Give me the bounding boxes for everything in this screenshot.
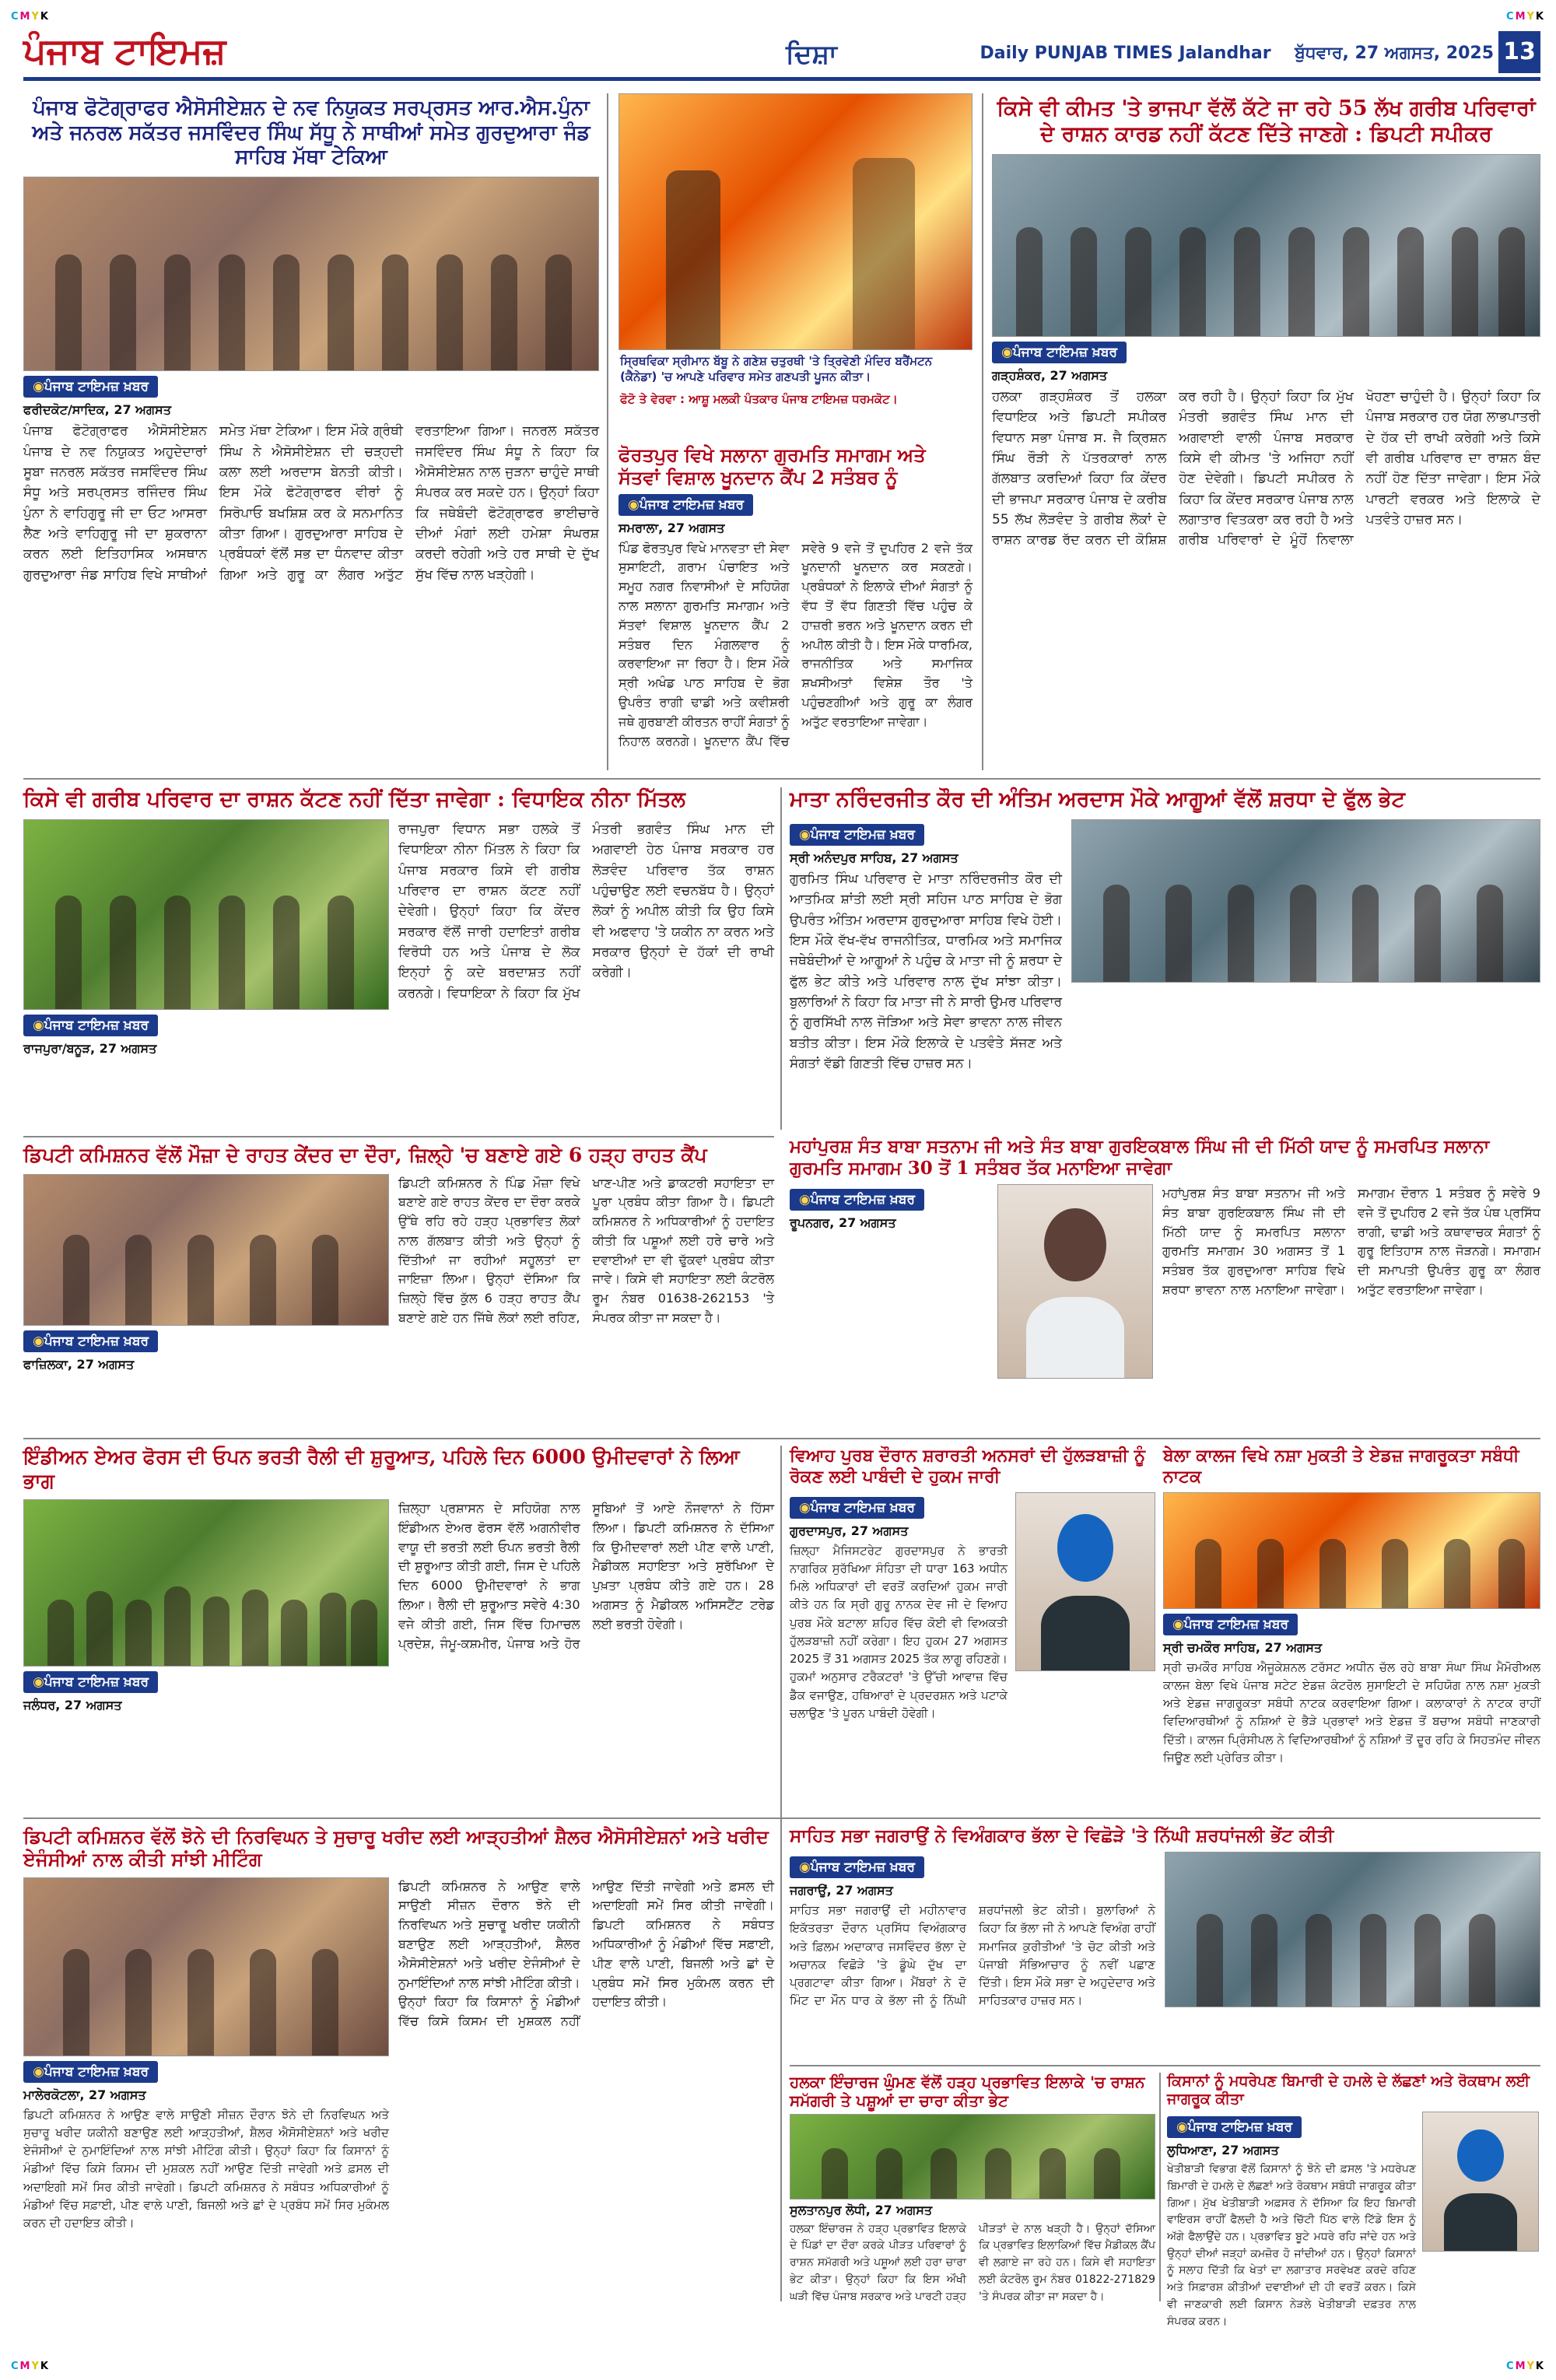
story-air-force-rally xyxy=(23,1446,774,1811)
sabha-photo xyxy=(1165,1852,1540,2007)
story-dateline: ਲੁਧਿਆਣਾ, 27 ਅਗਸਤ xyxy=(1167,2143,1279,2158)
cmyk-mark-footer-left: CMYK xyxy=(11,2361,50,2372)
story-blood-donation-camp xyxy=(619,443,972,770)
story-ganesh-puja xyxy=(619,93,972,436)
story-photographers-association xyxy=(23,93,599,770)
paper-dateline xyxy=(980,44,1494,63)
story-headline: ਕਿਸੇ ਵੀ ਗਰੀਬ ਪਰਿਵਾਰ ਦਾ ਰਾਸ਼ਨ ਕੱਟਣ ਨਹੀਂ ਦਿੱਤਾ ਜਾਵੇਗਾ : ਵਿਧਾਇਕ ਨੀਨਾ ਮਿੱਤਲ xyxy=(23,787,685,811)
column-divider xyxy=(607,93,608,770)
story-headline: ਬੇਲਾ ਕਾਲਜ ਵਿਖੇ ਨਸ਼ਾ ਮੁਕਤੀ ਤੇ ਏਡਜ਼ ਜਾਗਰੂਕਤਾ ਸਬੰਧੀ ਨਾਟਕ xyxy=(1163,1446,1519,1487)
story-body: ਮਹਾਂਪੁਰਸ਼ ਸੰਤ ਬਾਬਾ ਸਤਨਾਮ ਜੀ ਅਤੇ ਸੰਤ ਬਾਬਾ ਗੁਰਇਕਬਾਲ ਸਿੰਘ ਜੀ ਦੀ ਮਿੱਠੀ ਯਾਦ ਨੂੰ ਸਮਰਪਿਤ ਸਲਾਨਾ ਗੁਰਮਤਿ ਸਮਾਗਮ 30 ਅਗਸਤ ਤੋਂ 1 ਸਤੰਬਰ ਤੱਕ ਗੁਰਦੁਆਰਾ ਸਾਹਿਬ ਵਿਖੇ ਸ਼ਰਧਾ ਭਾਵਨਾ ਨਾਲ ਮਨਾਇਆ ਜਾਵੇਗਾ। ਸਮਾਗਮ ਦੌਰਾਨ 1 ਸਤੰਬਰ ਨੂੰ ਸਵੇਰੇ 9 ਵਜੇ ਤੋਂ ਦੁਪਹਿਰ 2 ਵਜੇ ਤੱਕ ਪੰਥ ਪ੍ਰਸਿੱਧ ਰਾਗੀ, ਢਾਡੀ ਅਤੇ ਕਥਾਵਾਚਕ ਸੰਗਤਾਂ ਨੂੰ ਗੁਰੂ ਇਤਿਹਾਸ ਨਾਲ ਜੋੜਨਗੇ। ਸਮਾਗਮ ਦੀ ਸਮਾਪਤੀ ਉਪਰੰਤ ਗੁਰੂ ਕਾ ਲੰਗਰ ਅਤੁੱਟ ਵਰਤਾਇਆ ਜਾਵੇਗਾ। xyxy=(1162,1186,1540,1298)
story-deputy-speaker-ration xyxy=(992,93,1540,770)
news-tag: ◉ ਪੰਜਾਬ ਟਾਇਮਜ਼ ਖ਼ਬਰ xyxy=(1167,2116,1302,2138)
column-divider xyxy=(982,93,983,770)
story-headline: ਵਿਆਹ ਪੁਰਬ ਦੌਰਾਨ ਸ਼ਰਾਰਤੀ ਅਨਸਰਾਂ ਦੀ ਹੁੱਲੜਬਾਜ਼ੀ ਨੂੰ ਰੋਕਣ ਲਈ ਪਾਬੰਦੀ ਦੇ ਹੁਕਮ ਜਾਰੀ xyxy=(790,1446,1146,1487)
story-neena-mittal xyxy=(23,787,774,1130)
ardas-photo xyxy=(1071,819,1540,983)
photo-credit: ਫੋਟੋ ਤੇ ਵੇਰਵਾ : ਆਸ਼ੂ ਮਲਕੀ ਪੰਤਕਾਰ ਪੰਜਾਬ ਟਾਇਮਜ਼ ਧਰਮਕੋਟ। xyxy=(620,391,898,406)
story-body: ਰਾਜਪੁਰਾ ਵਿਧਾਨ ਸਭਾ ਹਲਕੇ ਤੋਂ ਵਿਧਾਇਕਾ ਨੀਨਾ ਮਿੱਤਲ ਨੇ ਕਿਹਾ ਕਿ ਪੰਜਾਬ ਸਰਕਾਰ ਕਿਸੇ ਵੀ ਗਰੀਬ ਪਰਿਵਾਰ ਦਾ ਰਾਸ਼ਨ ਕੱਟਣ ਨਹੀਂ ਦੇਵੇਗੀ। ਉਨ੍ਹਾਂ ਕਿਹਾ ਕਿ ਕੇਂਦਰ ਸਰਕਾਰ ਵੱਲੋਂ ਜਾਰੀ ਹਦਾਇਤਾਂ ਗਰੀਬ ਵਿਰੋਧੀ ਹਨ ਅਤੇ ਪੰਜਾਬ ਦੇ ਲੋਕ ਇਨ੍ਹਾਂ ਨੂੰ ਕਦੇ ਬਰਦਾਸ਼ਤ ਨਹੀਂ ਕਰਨਗੇ। ਵਿਧਾਇਕਾ ਨੇ ਕਿਹਾ ਕਿ ਮੁੱਖ ਮੰਤਰੀ ਭਗਵੰਤ ਸਿੰਘ ਮਾਨ ਦੀ ਅਗਵਾਈ ਹੇਠ ਪੰਜਾਬ ਸਰਕਾਰ ਹਰ ਲੋੜਵੰਦ ਪਰਿਵਾਰ ਤੱਕ ਰਾਸ਼ਨ ਪਹੁੰਚਾਉਣ ਲਈ ਵਚਨਬੱਧ ਹੈ। ਉਨ੍ਹਾਂ ਲੋਕਾਂ ਨੂੰ ਅਪੀਲ ਕੀਤੀ ਕਿ ਉਹ ਕਿਸੇ ਵੀ ਅਫਵਾਹ 'ਤੇ ਯਕੀਨ ਨਾ ਕਰਨ ਅਤੇ ਸਰਕਾਰ ਉਨ੍ਹਾਂ ਦੇ ਹੱਕਾਂ ਦੀ ਰਾਖੀ ਕਰੇਗੀ। xyxy=(398,821,774,1001)
story-headline: ਕਿਸੇ ਵੀ ਕੀਮਤ 'ਤੇ ਭਾਜਪਾ ਵੱਲੋਂ ਕੱਟੇ ਜਾ ਰਹੇ 55 ਲੱਖ ਗਰੀਬ ਪਰਿਵਾਰਾਂ ਦੇ ਰਾਸ਼ਨ ਕਾਰਡ ਨਹੀਂ ਕੱਟਣ ਦਿੱਤੇ ਜਾਣਗੇ : ਡਿਪਟੀ ਸਪੀਕਰ xyxy=(997,96,1536,146)
cmyk-mark-left: CMYK xyxy=(11,11,50,23)
story-headline: ਪੰਜਾਬ ਫੋਟੋਗ੍ਰਾਫਰ ਐਸੋਸੀਏਸ਼ਨ ਦੇ ਨਵ ਨਿਯੁਕਤ ਸਰਪ੍ਰਸਤ ਆਰ.ਐਸ.ਪੁੰਨਾ ਅਤੇ ਜਨਰਲ ਸਕੱਤਰ ਜਸਵਿੰਦਰ ਸਿੰਘ ਸੱਧੂ ਨੇ ਸਾਥੀਆਂ ਸਮੇਤ ਗੁਰਦੁਆਰਾ ਜੰਡ ਸਾਹਿਬ ਮੱਥਾ ਟੇਕਿਆ xyxy=(32,96,591,170)
news-tag: ◉ ਪੰਜਾਬ ਟਾਇਮਜ਼ ਖ਼ਬਰ xyxy=(619,494,753,516)
story-dateline: ਜਲੰਧਰ, 27 ਅਗਸਤ xyxy=(23,1698,122,1712)
story-flood-relief-camps xyxy=(23,1144,774,1432)
column-divider xyxy=(1159,2073,1161,2301)
story-bela-college xyxy=(1163,1446,1540,1811)
row-divider xyxy=(23,1438,1540,1439)
story-antim-ardas xyxy=(790,787,1540,1130)
ration-distribution-photo xyxy=(790,2114,1155,2199)
story-body: ਖੇਤੀਬਾੜੀ ਵਿਭਾਗ ਵੱਲੋਂ ਕਿਸਾਨਾਂ ਨੂੰ ਝੋਨੇ ਦੀ ਫ਼ਸਲ 'ਤੇ ਮਧਰੇਪਣ ਬਿਮਾਰੀ ਦੇ ਹਮਲੇ ਦੇ ਲੱਛਣਾਂ ਅਤੇ ਰੋਕਥਾਮ ਸਬੰਧੀ ਜਾਗਰੂਕ ਕੀਤਾ ਗਿਆ। ਮੁੱਖ ਖੇਤੀਬਾੜੀ ਅਫ਼ਸਰ ਨੇ ਦੱਸਿਆ ਕਿ ਇਹ ਬਿਮਾਰੀ ਵਾਇਰਸ ਰਾਹੀਂ ਫੈਲਦੀ ਹੈ ਅਤੇ ਚਿੱਟੀ ਪਿੱਠ ਵਾਲੇ ਟਿੱਡੇ ਇਸ ਨੂੰ ਅੱਗੇ ਫੈਲਾਉਂਦੇ ਹਨ। ਪ੍ਰਭਾਵਿਤ ਬੂਟੇ ਮਧਰੇ ਰਹਿ ਜਾਂਦੇ ਹਨ ਅਤੇ ਉਨ੍ਹਾਂ ਦੀਆਂ ਜੜ੍ਹਾਂ ਕਮਜ਼ੋਰ ਹੋ ਜਾਂਦੀਆਂ ਹਨ। ਉਨ੍ਹਾਂ ਕਿਸਾਨਾਂ ਨੂੰ ਸਲਾਹ ਦਿੱਤੀ ਕਿ ਖੇਤਾਂ ਦਾ ਲਗਾਤਾਰ ਸਰਵੇਖਣ ਕਰਦੇ ਰਹਿਣ ਅਤੇ ਸਿਫ਼ਾਰਸ਼ ਕੀਤੀਆਂ ਦਵਾਈਆਂ ਦੀ ਹੀ ਵਰਤੋਂ ਕਰਨ। ਕਿਸੇ ਵੀ ਜਾਣਕਾਰੀ ਲਈ ਕਿਸਾਨ ਨੇੜਲੇ ਖੇਤੀਬਾੜੀ ਦਫ਼ਤਰ ਨਾਲ ਸੰਪਰਕ ਕਰਨ। xyxy=(1167,2163,1416,2328)
news-tag: ◉ ਪੰਜਾਬ ਟਾਇਮਜ਼ ਖ਼ਬਰ xyxy=(790,1497,924,1519)
sant-portrait xyxy=(997,1184,1153,1379)
news-tag: ◉ ਪੰਜਾਬ ਟਾਇਮਜ਼ ਖ਼ਬਰ xyxy=(23,1015,158,1036)
row-divider xyxy=(790,2065,1540,2066)
news-tag: ◉ ਪੰਜਾਬ ਟਾਇਮਜ਼ ਖ਼ਬਰ xyxy=(23,376,158,398)
photo-caption: ਸ੍ਰਿਥਵਿਕਾ ਸ੍ਰੀਮਾਨ ਬੱਬੂ ਨੇ ਗਣੇਸ਼ ਚਤੁਰਥੀ 'ਤੇ ਤ੍ਰਿਵੇਣੀ ਮੰਦਿਰ ਬਰੈਂਮਟਨ (ਕੈਨੇਡਾ) 'ਚ ਆਪਣੇ ਪਰਿਵਾਰ ਸਮੇਤ ਗਣਪਤੀ ਪੂਜਨ ਕੀਤਾ। xyxy=(620,354,933,384)
story-dateline: ਗੜ੍ਹਸ਼ੰਕਰ, 27 ਅਗਸਤ xyxy=(992,367,1108,383)
issue-date: ਬੁੱਧਵਾਰ, 27 ਅਗਸਤ, 2025 xyxy=(1295,44,1494,63)
event-photo xyxy=(23,819,389,1010)
story-dateline: ਜਗਰਾਉਂ, 27 ਅਗਸਤ xyxy=(790,1883,893,1898)
story-body: ਗੁਰਮਿਤ ਸਿੰਘ ਪਰਿਵਾਰ ਦੇ ਮਾਤਾ ਨਰਿੰਦਰਜੀਤ ਕੌਰ ਦੀ ਆਤਮਿਕ ਸ਼ਾਂਤੀ ਲਈ ਸ੍ਰੀ ਸਹਿਜ ਪਾਠ ਸਾਹਿਬ ਦੇ ਭੋਗ ਉਪਰੰਤ ਅੰਤਿਮ ਅਰਦਾਸ ਗੁਰਦੁਆਰਾ ਸਾਹਿਬ ਵਿਖੇ ਹੋਈ। ਇਸ ਮੌਕੇ ਵੱਖ-ਵੱਖ ਰਾਜਨੀਤਿਕ, ਧਾਰਮਿਕ ਅਤੇ ਸਮਾਜਿਕ ਜਥੇਬੰਦੀਆਂ ਦੇ ਆਗੂਆਂ ਨੇ ਪਹੁੰਚ ਕੇ ਮਾਤਾ ਜੀ ਨੂੰ ਸ਼ਰਧਾ ਦੇ ਫੁੱਲ ਭੇਟ ਕੀਤੇ ਅਤੇ ਪਰਿਵਾਰ ਨਾਲ ਦੁੱਖ ਸਾਂਝਾ ਕੀਤਾ। ਬੁਲਾਰਿਆਂ ਨੇ ਕਿਹਾ ਕਿ ਮਾਤਾ ਜੀ ਨੇ ਸਾਰੀ ਉਮਰ ਪਰਿਵਾਰ ਨੂੰ ਗੁਰਸਿੱਖੀ ਨਾਲ ਜੋੜਿਆ ਅਤੇ ਸੇਵਾ ਭਾਵਨਾ ਨਾਲ ਜੀਵਨ ਬਤੀਤ ਕੀਤਾ। ਇਸ ਮੌਕੇ ਇਲਾਕੇ ਦੇ ਪਤਵੰਤੇ ਸੱਜਣ ਅਤੇ ਸੰਗਤਾਂ ਵੱਡੀ ਗਿਣਤੀ ਵਿੱਚ ਹਾਜ਼ਰ ਸਨ। xyxy=(790,871,1062,1072)
column-divider xyxy=(780,1446,782,2301)
story-dateline: ਸ੍ਰੀ ਚਮਕੌਰ ਸਾਹਿਬ, 27 ਅਗਸਤ xyxy=(1163,1639,1323,1655)
news-tag: ◉ ਪੰਜਾਬ ਟਾਇਮਜ਼ ਖ਼ਬਰ xyxy=(23,1671,158,1693)
story-dateline: ਫਰੀਦਕੋਟ/ਸਾਦਿਕ, 27 ਅਗਸਤ xyxy=(23,402,171,418)
row-divider xyxy=(23,778,1540,780)
story-flood-ration xyxy=(790,2073,1155,2301)
masthead xyxy=(23,25,1540,81)
news-tag: ◉ ਪੰਜਾਬ ਟਾਇਮਜ਼ ਖ਼ਬਰ xyxy=(790,1189,924,1211)
news-tag: ◉ ਪੰਜਾਬ ਟਾਇਮਜ਼ ਖ਼ਬਰ xyxy=(790,1856,924,1878)
protest-photo xyxy=(992,154,1540,337)
story-body: ਜ਼ਿਲ੍ਹਾ ਮੈਜਿਸਟਰੇਟ ਗੁਰਦਾਸਪੁਰ ਨੇ ਭਾਰਤੀ ਨਾਗਰਿਕ ਸੁਰੱਖਿਆ ਸੰਹਿਤਾ ਦੀ ਧਾਰਾ 163 ਅਧੀਨ ਮਿਲੇ ਅਧਿਕਾਰਾਂ ਦੀ ਵਰਤੋਂ ਕਰਦਿਆਂ ਹੁਕਮ ਜਾਰੀ ਕੀਤੇ ਹਨ ਕਿ ਸ੍ਰੀ ਗੁਰੂ ਨਾਨਕ ਦੇਵ ਜੀ ਦੇ ਵਿਆਹ ਪੁਰਬ ਮੌਕੇ ਬਟਾਲਾ ਸ਼ਹਿਰ ਵਿੱਚ ਕੋਈ ਵੀ ਵਿਅਕਤੀ ਹੁੱਲੜਬਾਜ਼ੀ ਨਹੀਂ ਕਰੇਗਾ। ਇਹ ਹੁਕਮ 27 ਅਗਸਤ 2025 ਤੋਂ 31 ਅਗਸਤ 2025 ਤੱਕ ਲਾਗੂ ਰਹਿਣਗੇ। ਹੁਕਮਾਂ ਅਨੁਸਾਰ ਟਰੈਕਟਰਾਂ 'ਤੇ ਉੱਚੀ ਆਵਾਜ਼ ਵਿੱਚ ਡੈੱਕ ਵਜਾਉਣ, ਹਥਿਆਰਾਂ ਦੇ ਪ੍ਰਦਰਸ਼ਨ ਅਤੇ ਪਟਾਕੇ ਚਲਾਉਣ 'ਤੇ ਪੂਰਨ ਪਾਬੰਦੀ ਹੋਵੇਗੀ। xyxy=(790,1543,1008,1720)
story-headline: ਫੋਰਤਪੁਰ ਵਿਖੇ ਸਲਾਨਾ ਗੁਰਮਤਿ ਸਮਾਗਮ ਅਤੇ ਸੱਤਵਾਂ ਵਿਸ਼ਾਲ ਖੂਨਦਾਨ ਕੈਂਪ 2 ਸਤੰਬਰ ਨੂੰ xyxy=(619,443,926,489)
story-headline: ਮਹਾਂਪੁਰਸ਼ ਸੰਤ ਬਾਬਾ ਸਤਨਾਮ ਜੀ ਅਤੇ ਸੰਤ ਬਾਬਾ ਗੁਰਇਕਬਾਲ ਸਿੰਘ ਜੀ ਦੀ ਮਿੱਠੀ ਯਾਦ ਨੂੰ ਸਮਰਪਿਤ ਸਲਾਨਾ ਗੁਰਮਤਿ ਸਮਾਗਮ 30 ਤੋਂ 1 ਸਤੰਬਰ ਤੱਕ ਮਨਾਇਆ ਜਾਵੇਗਾ xyxy=(790,1136,1490,1179)
story-headline: ਕਿਸਾਨਾਂ ਨੂੰ ਮਧਰੇਪਣ ਬਿਮਾਰੀ ਦੇ ਹਮਲੇ ਦੇ ਲੱਛਣਾਂ ਅਤੇ ਰੋਕਥਾਮ ਲਈ ਜਾਗਰੂਕ ਕੀਤਾ xyxy=(1167,2073,1530,2108)
story-body: ਹਲਕਾ ਇੰਚਾਰਜ ਨੇ ਹੜ੍ਹ ਪ੍ਰਭਾਵਿਤ ਇਲਾਕੇ ਦੇ ਪਿੰਡਾਂ ਦਾ ਦੌਰਾ ਕਰਕੇ ਪੀੜਤ ਪਰਿਵਾਰਾਂ ਨੂੰ ਰਾਸ਼ਨ ਸਮੱਗਰੀ ਅਤੇ ਪਸ਼ੂਆਂ ਲਈ ਹਰਾ ਚਾਰਾ ਭੇਟ ਕੀਤਾ। ਉਨ੍ਹਾਂ ਕਿਹਾ ਕਿ ਇਸ ਔਖੀ ਘੜੀ ਵਿੱਚ ਪੰਜਾਬ ਸਰਕਾਰ ਅਤੇ ਪਾਰਟੀ ਹੜ੍ਹ ਪੀੜਤਾਂ ਦੇ ਨਾਲ ਖੜ੍ਹੀ ਹੈ। ਉਨ੍ਹਾਂ ਦੱਸਿਆ ਕਿ ਪ੍ਰਭਾਵਿਤ ਇਲਾਕਿਆਂ ਵਿੱਚ ਮੈਡੀਕਲ ਕੈਂਪ ਵੀ ਲਗਾਏ ਜਾ ਰਹੇ ਹਨ। ਕਿਸੇ ਵੀ ਸਹਾਇਤਾ ਲਈ ਕੰਟਰੋਲ ਰੂਮ ਨੰਬਰ 01822-271829 'ਤੇ ਸੰਪਰਕ ਕੀਤਾ ਜਾ ਸਕਦਾ ਹੈ। xyxy=(790,2222,1155,2303)
cmyk-mark-footer-right: CMYK xyxy=(1506,2361,1545,2372)
group-photo xyxy=(23,177,599,371)
magistrate-portrait xyxy=(1015,1492,1155,1671)
ganesh-puja-photo xyxy=(619,93,972,350)
story-headline: ਮਾਤਾ ਨਰਿੰਦਰਜੀਤ ਕੌਰ ਦੀ ਅੰਤਿਮ ਅਰਦਾਸ ਮੌਕੇ ਆਗੂਆਂ ਵੱਲੋਂ ਸ਼ਰਧਾ ਦੇ ਫੁੱਲ ਭੇਟ xyxy=(790,787,1405,811)
news-tag: ◉ ਪੰਜਾਬ ਟਾਇਮਜ਼ ਖ਼ਬਰ xyxy=(992,342,1127,363)
row-divider xyxy=(23,1136,774,1137)
story-dateline: ਰਾਜਪੁਰਾ/ਬਨੂੜ, 27 ਅਗਸਤ xyxy=(23,1040,157,1056)
story-body: ਡਿਪਟੀ ਕਮਿਸ਼ਨਰ ਨੇ ਆਉਣ ਵਾਲੇ ਸਾਉਣੀ ਸੀਜ਼ਨ ਦੌਰਾਨ ਝੋਨੇ ਦੀ ਨਿਰਵਿਘਨ ਅਤੇ ਸੁਚਾਰੂ ਖਰੀਦ ਯਕੀਨੀ ਬਣਾਉਣ ਲਈ ਆੜ੍ਹਤੀਆਂ, ਸ਼ੈਲਰ ਐਸੋਸੀਏਸ਼ਨਾਂ ਅਤੇ ਖਰੀਦ ਏਜੰਸੀਆਂ ਦੇ ਨੁਮਾਇੰਦਿਆਂ ਨਾਲ ਸਾਂਝੀ ਮੀਟਿੰਗ ਕੀਤੀ। ਉਨ੍ਹਾਂ ਕਿਹਾ ਕਿ ਕਿਸਾਨਾਂ ਨੂੰ ਮੰਡੀਆਂ ਵਿੱਚ ਕਿਸੇ ਕਿਸਮ ਦੀ ਮੁਸ਼ਕਲ ਨਹੀਂ ਆਉਣ ਦਿੱਤੀ ਜਾਵੇਗੀ ਅਤੇ ਫ਼ਸਲ ਦੀ ਅਦਾਇਗੀ ਸਮੇਂ ਸਿਰ ਕੀਤੀ ਜਾਵੇਗੀ। ਡਿਪਟੀ ਕਮਿਸ਼ਨਰ ਨੇ ਸਬੰਧਤ ਅਧਿਕਾਰੀਆਂ ਨੂੰ ਮੰਡੀਆਂ ਵਿੱਚ ਸਫ਼ਾਈ, ਪੀਣ ਵਾਲੇ ਪਾਣੀ, ਬਿਜਲੀ ਅਤੇ ਛਾਂ ਦੇ ਪ੍ਰਬੰਧ ਸਮੇਂ ਸਿਰ ਮੁਕੰਮਲ ਕਰਨ ਦੀ ਹਦਾਇਤ ਕੀਤੀ। xyxy=(398,1878,774,2029)
story-body: ਸਾਹਿਤ ਸਭਾ ਜਗਰਾਉਂ ਦੀ ਮਹੀਨਾਵਾਰ ਇਕੱਤਰਤਾ ਦੌਰਾਨ ਪ੍ਰਸਿੱਧ ਵਿਅੰਗਕਾਰ ਅਤੇ ਫ਼ਿਲਮ ਅਦਾਕਾਰ ਜਸਵਿੰਦਰ ਭੱਲਾ ਦੇ ਅਚਾਨਕ ਵਿਛੋੜੇ 'ਤੇ ਡੂੰਘੇ ਦੁੱਖ ਦਾ ਪ੍ਰਗਟਾਵਾ ਕੀਤਾ ਗਿਆ। ਮੈਂਬਰਾਂ ਨੇ ਦੋ ਮਿੰਟ ਦਾ ਮੌਨ ਧਾਰ ਕੇ ਭੱਲਾ ਜੀ ਨੂੰ ਨਿੱਘੀ ਸ਼ਰਧਾਂਜਲੀ ਭੇਟ ਕੀਤੀ। ਬੁਲਾਰਿਆਂ ਨੇ ਕਿਹਾ ਕਿ ਭੱਲਾ ਜੀ ਨੇ ਆਪਣੇ ਵਿਅੰਗ ਰਾਹੀਂ ਸਮਾਜਿਕ ਕੁਰੀਤੀਆਂ 'ਤੇ ਚੋਟ ਕੀਤੀ ਅਤੇ ਪੰਜਾਬੀ ਸੱਭਿਆਚਾਰ ਨੂੰ ਨਵੀਂ ਪਛਾਣ ਦਿੱਤੀ। ਇਸ ਮੌਕੇ ਸਭਾ ਦੇ ਅਹੁਦੇਦਾਰ ਅਤੇ ਸਾਹਿਤਕਾਰ ਹਾਜ਼ਰ ਸਨ। xyxy=(790,1903,1155,2008)
column-divider xyxy=(780,787,782,1130)
meeting-photo xyxy=(23,1877,389,2056)
story-headline: ਸਾਹਿਤ ਸਭਾ ਜਗਰਾਉਂ ਨੇ ਵਿਅੰਗਕਾਰ ਭੱਲਾ ਦੇ ਵਿਛੋੜੇ 'ਤੇ ਨਿੱਘੀ ਸ਼ਰਧਾਂਜਲੀ ਭੇਂਟ ਕੀਤੀ xyxy=(790,1825,1334,1846)
story-dateline: ਸ੍ਰੀ ਅਨੰਦਪੁਰ ਸਾਹਿਬ, 27 ਅਗਸਤ xyxy=(790,850,958,865)
rally-photo xyxy=(23,1499,389,1667)
story-dateline: ਫਾਜ਼ਿਲਕਾ, 27 ਅਗਸਤ xyxy=(23,1356,135,1372)
story-gurmat-samagam xyxy=(790,1136,1540,1432)
row-divider xyxy=(23,1817,1540,1819)
story-body: ਪੰਜਾਬ ਫੋਟੋਗ੍ਰਾਫਰ ਐਸੋਸੀਏਸ਼ਨ ਪੰਜਾਬ ਦੇ ਨਵ ਨਿਯੁਕਤ ਅਹੁਦੇਦਾਰਾਂ ਸੂਬਾ ਜਨਰਲ ਸਕੱਤਰ ਜਸਵਿੰਦਰ ਸਿੰਘ ਸੰਧੂ ਅਤੇ ਸਰਪ੍ਰਸਤ ਰਜਿੰਦਰ ਸਿੰਘ ਪੁੰਨਾ ਨੇ ਵਾਹਿਗੁਰੂ ਜੀ ਦਾ ਓਟ ਆਸਰਾ ਲੈਣ ਅਤੇ ਵਾਹਿਗੁਰੂ ਜੀ ਦਾ ਸ਼ੁਕਰਾਨਾ ਕਰਨ ਲਈ ਇਤਿਹਾਸਿਕ ਅਸਥਾਨ ਗੁਰਦੁਆਰਾ ਜੰਡ ਸਾਹਿਬ ਵਿਖੇ ਸਾਥੀਆਂ ਸਮੇਤ ਮੱਥਾ ਟੇਕਿਆ। ਇਸ ਮੌਕੇ ਗ੍ਰੰਥੀ ਸਿੰਘ ਨੇ ਐਸੋਸੀਏਸ਼ਨ ਦੀ ਚੜ੍ਹਦੀ ਕਲਾ ਲਈ ਅਰਦਾਸ ਬੇਨਤੀ ਕੀਤੀ। ਇਸ ਮੌਕੇ ਫੋਟੋਗ੍ਰਾਫਰ ਵੀਰਾਂ ਨੂੰ ਸਿਰੋਪਾਓ ਬਖਸ਼ਿਸ਼ ਕਰ ਕੇ ਸਨਮਾਨਿਤ ਕੀਤਾ ਗਿਆ। ਗੁਰਦੁਆਰਾ ਸਾਹਿਬ ਦੇ ਪ੍ਰਬੰਧਕਾਂ ਵੱਲੋਂ ਸਭ ਦਾ ਧੰਨਵਾਦ ਕੀਤਾ ਗਿਆ ਅਤੇ ਗੁਰੂ ਕਾ ਲੰਗਰ ਅਤੁੱਟ ਵਰਤਾਇਆ ਗਿਆ। ਜਨਰਲ ਸਕੱਤਰ ਜਸਵਿੰਦਰ ਸਿੰਘ ਸੰਧੂ ਨੇ ਕਿਹਾ ਕਿ ਐਸੋਸੀਏਸ਼ਨ ਨਾਲ ਜੁੜਨਾ ਚਾਹੁੰਦੇ ਸਾਥੀ ਸੰਪਰਕ ਕਰ ਸਕਦੇ ਹਨ। ਉਨ੍ਹਾਂ ਕਿਹਾ ਕਿ ਜਥੇਬੰਦੀ ਫੋਟੋਗ੍ਰਾਫਰ ਭਾਈਚਾਰੇ ਦੀਆਂ ਮੰਗਾਂ ਲਈ ਹਮੇਸ਼ਾ ਸੰਘਰਸ਼ ਕਰਦੀ ਰਹੇਗੀ ਅਤੇ ਹਰ ਸਾਥੀ ਦੇ ਦੁੱਖ ਸੁੱਖ ਵਿੱਚ ਨਾਲ ਖੜ੍ਹੇਗੀ। xyxy=(23,423,599,583)
story-sahit-sabha xyxy=(790,1825,1540,2059)
story-body: ਪਿੰਡ ਫੋਰਤਪੁਰ ਵਿਖੇ ਮਾਨਵਤਾ ਦੀ ਸੇਵਾ ਸੁਸਾਇਟੀ, ਗਰਾਮ ਪੰਚਾਇਤ ਅਤੇ ਸਮੂਹ ਨਗਰ ਨਿਵਾਸੀਆਂ ਦੇ ਸਹਿਯੋਗ ਨਾਲ ਸਲਾਨਾ ਗੁਰਮਤਿ ਸਮਾਗਮ ਅਤੇ ਸੱਤਵਾਂ ਵਿਸ਼ਾਲ ਖੂਨਦਾਨ ਕੈਂਪ 2 ਸਤੰਬਰ ਦਿਨ ਮੰਗਲਵਾਰ ਨੂੰ ਕਰਵਾਇਆ ਜਾ ਰਿਹਾ ਹੈ। ਇਸ ਮੌਕੇ ਸ੍ਰੀ ਅਖੰਡ ਪਾਠ ਸਾਹਿਬ ਦੇ ਭੋਗ ਉਪਰੰਤ ਰਾਗੀ ਢਾਡੀ ਅਤੇ ਕਵੀਸ਼ਰੀ ਜਥੇ ਗੁਰਬਾਣੀ ਕੀਰਤਨ ਰਾਹੀਂ ਸੰਗਤਾਂ ਨੂੰ ਨਿਹਾਲ ਕਰਨਗੇ। ਖੂਨਦਾਨ ਕੈਂਪ ਵਿੱਚ ਸਵੇਰੇ 9 ਵਜੇ ਤੋਂ ਦੁਪਹਿਰ 2 ਵਜੇ ਤੱਕ ਖੂਨਦਾਨੀ ਖੂਨਦਾਨ ਕਰ ਸਕਣਗੇ। ਪ੍ਰਬੰਧਕਾਂ ਨੇ ਇਲਾਕੇ ਦੀਆਂ ਸੰਗਤਾਂ ਨੂੰ ਵੱਧ ਤੋਂ ਵੱਧ ਗਿਣਤੀ ਵਿੱਚ ਪਹੁੰਚ ਕੇ ਹਾਜ਼ਰੀ ਭਰਨ ਅਤੇ ਖੂਨਦਾਨ ਕਰਨ ਦੀ ਅਪੀਲ ਕੀਤੀ ਹੈ। ਇਸ ਮੌਕੇ ਧਾਰਮਿਕ, ਰਾਜਨੀਤਿਕ ਅਤੇ ਸਮਾਜਿਕ ਸ਼ਖਸੀਅਤਾਂ ਵਿਸ਼ੇਸ਼ ਤੌਰ 'ਤੇ ਪਹੁੰਚਣਗੀਆਂ ਅਤੇ ਗੁਰੂ ਕਾ ਲੰਗਰ ਅਤੁੱਟ ਵਰਤਾਇਆ ਜਾਵੇਗਾ। xyxy=(619,540,972,748)
story-paddy-procurement xyxy=(23,1825,774,2301)
section-title: ਦਿਸ਼ਾ xyxy=(786,39,837,70)
story-headline: ਇੰਡੀਅਨ ਏਅਰ ਫੋਰਸ ਦੀ ਓਪਨ ਭਰਤੀ ਰੈਲੀ ਦੀ ਸ਼ੁਰੂਆਤ, ਪਹਿਲੇ ਦਿਨ 6000 ਉਮੀਦਵਾਰਾਂ ਨੇ ਲਿਆ ਭਾਗ xyxy=(23,1446,740,1492)
news-tag: ◉ ਪੰਜਾਬ ਟਾਇਮਜ਼ ਖ਼ਬਰ xyxy=(23,2061,158,2083)
story-body-continued: ਡਿਪਟੀ ਕਮਿਸ਼ਨਰ ਨੇ ਆਉਣ ਵਾਲੇ ਸਾਉਣੀ ਸੀਜ਼ਨ ਦੌਰਾਨ ਝੋਨੇ ਦੀ ਨਿਰਵਿਘਨ ਅਤੇ ਸੁਚਾਰੂ ਖਰੀਦ ਯਕੀਨੀ ਬਣਾਉਣ ਲਈ ਆੜ੍ਹਤੀਆਂ, ਸ਼ੈਲਰ ਐਸੋਸੀਏਸ਼ਨਾਂ ਅਤੇ ਖਰੀਦ ਏਜੰਸੀਆਂ ਦੇ ਨੁਮਾਇੰਦਿਆਂ ਨਾਲ ਸਾਂਝੀ ਮੀਟਿੰਗ ਕੀਤੀ। ਉਨ੍ਹਾਂ ਕਿਹਾ ਕਿ ਕਿਸਾਨਾਂ ਨੂੰ ਮੰਡੀਆਂ ਵਿੱਚ ਕਿਸੇ ਕਿਸਮ ਦੀ ਮੁਸ਼ਕਲ ਨਹੀਂ ਆਉਣ ਦਿੱਤੀ ਜਾਵੇਗੀ ਅਤੇ ਫ਼ਸਲ ਦੀ ਅਦਾਇਗੀ ਸਮੇਂ ਸਿਰ ਕੀਤੀ ਜਾਵੇਗੀ। ਡਿਪਟੀ ਕਮਿਸ਼ਨਰ ਨੇ ਸਬੰਧਤ ਅਧਿਕਾਰੀਆਂ ਨੂੰ ਮੰਡੀਆਂ ਵਿੱਚ ਸਫ਼ਾਈ, ਪੀਣ ਵਾਲੇ ਪਾਣੀ, ਬਿਜਲੀ ਅਤੇ ਛਾਂ ਦੇ ਪ੍ਰਬੰਧ ਸਮੇਂ ਸਿਰ ਮੁਕੰਮਲ ਕਰਨ ਦੀ ਹਦਾਇਤ ਕੀਤੀ। xyxy=(23,2107,389,2231)
story-dateline: ਰੂਪਨਗਰ, 27 ਅਗਸਤ xyxy=(790,1215,896,1231)
story-body: ਹਲਕਾ ਗੜ੍ਹਸ਼ੰਕਰ ਤੋਂ ਹਲਕਾ ਵਿਧਾਇਕ ਅਤੇ ਡਿਪਟੀ ਸਪੀਕਰ ਵਿਧਾਨ ਸਭਾ ਪੰਜਾਬ ਸ. ਜੈ ਕ੍ਰਿਸ਼ਨ ਸਿੰਘ ਰੌੜੀ ਨੇ ਪੱਤਰਕਾਰਾਂ ਨਾਲ ਗੱਲਬਾਤ ਕਰਦਿਆਂ ਕਿਹਾ ਕਿ ਕੇਂਦਰ ਦੀ ਭਾਜਪਾ ਸਰਕਾਰ ਪੰਜਾਬ ਦੇ ਕਰੀਬ 55 ਲੱਖ ਲੋੜਵੰਦ ਤੇ ਗਰੀਬ ਲੋਕਾਂ ਦੇ ਰਾਸ਼ਨ ਕਾਰਡ ਰੱਦ ਕਰਨ ਦੀ ਕੋਸ਼ਿਸ਼ ਕਰ ਰਹੀ ਹੈ। ਉਨ੍ਹਾਂ ਕਿਹਾ ਕਿ ਮੁੱਖ ਮੰਤਰੀ ਭਗਵੰਤ ਸਿੰਘ ਮਾਨ ਦੀ ਅਗਵਾਈ ਵਾਲੀ ਪੰਜਾਬ ਸਰਕਾਰ ਕਿਸੇ ਵੀ ਕੀਮਤ 'ਤੇ ਅਜਿਹਾ ਨਹੀਂ ਹੋਣ ਦੇਵੇਗੀ। ਡਿਪਟੀ ਸਪੀਕਰ ਨੇ ਕਿਹਾ ਕਿ ਕੇਂਦਰ ਸਰਕਾਰ ਪੰਜਾਬ ਨਾਲ ਲਗਾਤਾਰ ਵਿਤਕਰਾ ਕਰ ਰਹੀ ਹੈ ਅਤੇ ਗਰੀਬ ਪਰਿਵਾਰਾਂ ਦੇ ਮੂੰਹੋਂ ਨਿਵਾਲਾ ਖੋਹਣਾ ਚਾਹੁੰਦੀ ਹੈ। ਉਨ੍ਹਾਂ ਕਿਹਾ ਕਿ ਪੰਜਾਬ ਸਰਕਾਰ ਹਰ ਯੋਗ ਲਾਭਪਾਤਰੀ ਦੇ ਹੱਕ ਦੀ ਰਾਖੀ ਕਰੇਗੀ ਅਤੇ ਕਿਸੇ ਵੀ ਗਰੀਬ ਪਰਿਵਾਰ ਦਾ ਰਾਸ਼ਨ ਬੰਦ ਨਹੀਂ ਹੋਣ ਦਿੱਤਾ ਜਾਵੇਗਾ। ਇਸ ਮੌਕੇ ਪਾਰਟੀ ਵਰਕਰ ਅਤੇ ਇਲਾਕੇ ਦੇ ਪਤਵੰਤੇ ਹਾਜ਼ਰ ਸਨ। xyxy=(992,388,1540,549)
story-dateline: ਗੁਰਦਾਸਪੁਰ, 27 ਅਗਸਤ xyxy=(790,1523,909,1538)
story-prohibitory-orders xyxy=(790,1446,1155,1811)
story-headline: ਡਿਪਟੀ ਕਮਿਸ਼ਨਰ ਵੱਲੋਂ ਝੋਨੇ ਦੀ ਨਿਰਵਿਘਨ ਤੇ ਸੁਚਾਰੂ ਖਰੀਦ ਲਈ ਆੜ੍ਹਤੀਆਂ ਸ਼ੈਲਰ ਐਸੋਸੀਏਸ਼ਨਾਂ ਅਤੇ ਖਰੀਦ ਏਜੰਸੀਆਂ ਨਾਲ ਕੀਤੀ ਸਾਂਝੀ ਮੀਟਿੰਗ xyxy=(23,1825,769,1871)
story-body: ਡਿਪਟੀ ਕਮਿਸ਼ਨਰ ਨੇ ਪਿੰਡ ਮੌਜ਼ਾ ਵਿਖੇ ਬਣਾਏ ਗਏ ਰਾਹਤ ਕੇਂਦਰ ਦਾ ਦੌਰਾ ਕਰਕੇ ਉੱਥੇ ਰਹਿ ਰਹੇ ਹੜ੍ਹ ਪ੍ਰਭਾਵਿਤ ਲੋਕਾਂ ਨਾਲ ਗੱਲਬਾਤ ਕੀਤੀ ਅਤੇ ਉਨ੍ਹਾਂ ਨੂੰ ਦਿੱਤੀਆਂ ਜਾ ਰਹੀਆਂ ਸਹੂਲਤਾਂ ਦਾ ਜਾਇਜ਼ਾ ਲਿਆ। ਉਨ੍ਹਾਂ ਦੱਸਿਆ ਕਿ ਜ਼ਿਲ੍ਹੇ ਵਿੱਚ ਕੁੱਲ 6 ਹੜ੍ਹ ਰਾਹਤ ਕੈਂਪ ਬਣਾਏ ਗਏ ਹਨ ਜਿੱਥੇ ਲੋਕਾਂ ਲਈ ਰਹਿਣ, ਖਾਣ-ਪੀਣ ਅਤੇ ਡਾਕਟਰੀ ਸਹਾਇਤਾ ਦਾ ਪੂਰਾ ਪ੍ਰਬੰਧ ਕੀਤਾ ਗਿਆ ਹੈ। ਡਿਪਟੀ ਕਮਿਸ਼ਨਰ ਨੇ ਅਧਿਕਾਰੀਆਂ ਨੂੰ ਹਦਾਇਤ ਕੀਤੀ ਕਿ ਪਸ਼ੂਆਂ ਲਈ ਹਰੇ ਚਾਰੇ ਅਤੇ ਦਵਾਈਆਂ ਦਾ ਵੀ ਢੁੱਕਵਾਂ ਪ੍ਰਬੰਧ ਕੀਤਾ ਜਾਵੇ। ਕਿਸੇ ਵੀ ਸਹਾਇਤਾ ਲਈ ਕੰਟਰੋਲ ਰੂਮ ਨੰਬਰ 01638-262153 'ਤੇ ਸੰਪਰਕ ਕੀਤਾ ਜਾ ਸਕਦਾ ਹੈ। xyxy=(398,1175,774,1326)
news-tag: ◉ ਪੰਜਾਬ ਟਾਇਮਜ਼ ਖ਼ਬਰ xyxy=(1163,1614,1298,1635)
cmyk-mark-right: CMYK xyxy=(1506,11,1545,23)
story-dateline: ਸਮਰਾਲਾ, 27 ਅਗਸਤ xyxy=(619,520,725,535)
news-tag: ◉ ਪੰਜਾਬ ਟਾਇਮਜ਼ ਖ਼ਬਰ xyxy=(23,1330,158,1352)
story-dateline: ਮਾਲੇਰਕੋਟਲਾ, 27 ਅਗਸਤ xyxy=(23,2087,146,2102)
college-event-photo xyxy=(1163,1492,1540,1609)
paper-name: Daily PUNJAB TIMES Jalandhar xyxy=(980,44,1271,63)
officer-portrait xyxy=(1422,2112,1539,2252)
story-body: ਜ਼ਿਲ੍ਹਾ ਪ੍ਰਸ਼ਾਸਨ ਦੇ ਸਹਿਯੋਗ ਨਾਲ ਇੰਡੀਅਨ ਏਅਰ ਫੋਰਸ ਵੱਲੋਂ ਅਗਨੀਵੀਰ ਵਾਯੂ ਦੀ ਭਰਤੀ ਲਈ ਓਪਨ ਭਰਤੀ ਰੈਲੀ ਦੀ ਸ਼ੁਰੂਆਤ ਕੀਤੀ ਗਈ, ਜਿਸ ਦੇ ਪਹਿਲੇ ਦਿਨ 6000 ਉਮੀਦਵਾਰਾਂ ਨੇ ਭਾਗ ਲਿਆ। ਰੈਲੀ ਦੀ ਸ਼ੁਰੂਆਤ ਸਵੇਰੇ 4:30 ਵਜੇ ਕੀਤੀ ਗਈ, ਜਿਸ ਵਿੱਚ ਹਿਮਾਚਲ ਪ੍ਰਦੇਸ਼, ਜੰਮੂ-ਕਸ਼ਮੀਰ, ਪੰਜਾਬ ਅਤੇ ਹੋਰ ਸੂਬਿਆਂ ਤੋਂ ਆਏ ਨੌਜਵਾਨਾਂ ਨੇ ਹਿੱਸਾ ਲਿਆ। ਡਿਪਟੀ ਕਮਿਸ਼ਨਰ ਨੇ ਦੱਸਿਆ ਕਿ ਉਮੀਦਵਾਰਾਂ ਲਈ ਪੀਣ ਵਾਲੇ ਪਾਣੀ, ਮੈਡੀਕਲ ਸਹਾਇਤਾ ਅਤੇ ਸੁਰੱਖਿਆ ਦੇ ਪੁਖ਼ਤਾ ਪ੍ਰਬੰਧ ਕੀਤੇ ਗਏ ਹਨ। 28 ਅਗਸਤ ਨੂੰ ਮੈਡੀਕਲ ਅਸਿਸਟੈਂਟ ਟਰੇਡ ਲਈ ਭਰਤੀ ਹੋਵੇਗੀ। xyxy=(398,1501,774,1651)
newspaper-logo: ਪੰਜਾਬ ਟਾਇਮਜ਼ xyxy=(23,30,226,72)
relief-centre-photo xyxy=(23,1174,389,1326)
page-number: 13 xyxy=(1498,31,1540,73)
story-dateline: ਸੁਲਤਾਨਪੁਰ ਲੋਧੀ, 27 ਅਗਸਤ xyxy=(790,2202,933,2217)
story-headline: ਡਿਪਟੀ ਕਮਿਸ਼ਨਰ ਵੱਲੋਂ ਮੌਜ਼ਾ ਦੇ ਰਾਹਤ ਕੇਂਦਰ ਦਾ ਦੌਰਾ, ਜ਼ਿਲ੍ਹੇ 'ਚ ਬਣਾਏ ਗਏ 6 ਹੜ੍ਹ ਰਾਹਤ ਕੈਂਪ xyxy=(23,1144,707,1166)
story-headline: ਹਲਕਾ ਇੰਚਾਰਜ ਘੁੰਮਣ ਵੱਲੋਂ ਹੜ੍ਹ ਪ੍ਰਭਾਵਿਤ ਇਲਾਕੇ 'ਚ ਰਾਸ਼ਨ ਸਮੱਗਰੀ ਤੇ ਪਸ਼ੂਆਂ ਦਾ ਚਾਰਾ ਕੀਤਾ ਭੇਟ xyxy=(790,2073,1145,2111)
story-body: ਸ੍ਰੀ ਚਮਕੌਰ ਸਾਹਿਬ ਐਜੂਕੇਸ਼ਨਲ ਟਰੱਸਟ ਅਧੀਨ ਚੱਲ ਰਹੇ ਬਾਬਾ ਸੰਘਾ ਸਿੰਘ ਮੈਮੋਰੀਅਲ ਕਾਲਜ ਬੇਲਾ ਵਿਖੇ ਪੰਜਾਬ ਸਟੇਟ ਏਡਜ਼ ਕੰਟਰੋਲ ਸੁਸਾਇਟੀ ਦੇ ਸਹਿਯੋਗ ਨਾਲ ਨਸ਼ਾ ਮੁਕਤੀ ਅਤੇ ਏਡਜ਼ ਜਾਗਰੂਕਤਾ ਸਬੰਧੀ ਨਾਟਕ ਕਰਵਾਇਆ ਗਿਆ। ਕਲਾਕਾਰਾਂ ਨੇ ਨਾਟਕ ਰਾਹੀਂ ਵਿਦਿਆਰਥੀਆਂ ਨੂੰ ਨਸ਼ਿਆਂ ਦੇ ਭੈੜੇ ਪ੍ਰਭਾਵਾਂ ਅਤੇ ਏਡਜ਼ ਤੋਂ ਬਚਾਅ ਸਬੰਧੀ ਜਾਣਕਾਰੀ ਦਿੱਤੀ। ਕਾਲਜ ਪ੍ਰਿੰਸੀਪਲ ਨੇ ਵਿਦਿਆਰਥੀਆਂ ਨੂੰ ਨਸ਼ਿਆਂ ਤੋਂ ਦੂਰ ਰਹਿ ਕੇ ਸਿਹਤਮੰਦ ਜੀਵਨ ਜਿਊਣ ਲਈ ਪ੍ਰੇਰਿਤ ਕੀਤਾ। xyxy=(1163,1660,1540,1765)
news-tag: ◉ ਪੰਜਾਬ ਟਾਇਮਜ਼ ਖ਼ਬਰ xyxy=(790,824,924,846)
story-farmers-awareness xyxy=(1167,2073,1540,2328)
